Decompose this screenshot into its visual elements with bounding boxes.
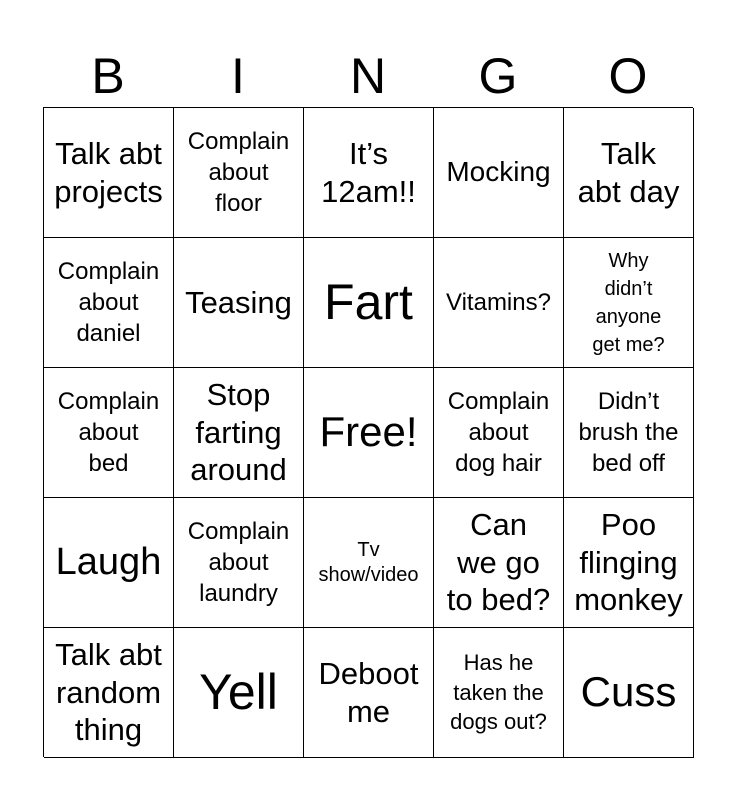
cell-label: Laugh [55,540,162,583]
cell-label: Teasing [185,284,292,320]
cell-label: Complain about laundry [187,517,290,608]
cell-label: Tv show/video [318,538,419,586]
cell-label: Yell [199,664,278,720]
cell-label: Vitamins? [446,288,551,316]
bingo-cell[interactable] [174,628,304,758]
bingo-cell[interactable] [44,108,174,238]
cell-label: Can we go to bed? [446,506,551,618]
bingo-cell[interactable] [44,628,174,758]
bingo-cell[interactable] [174,368,304,498]
cell-label: Complain about floor [187,127,290,218]
header-letter-i: I [231,48,245,104]
header-letter-b: B [91,48,125,104]
cell-label: Complain about daniel [57,257,160,348]
bingo-cell[interactable] [434,108,564,238]
cell-label: Talk abt random thing [55,636,162,748]
bingo-cell[interactable] [304,238,434,368]
bingo-cell[interactable] [304,628,434,758]
cell-label: Fart [324,274,413,330]
bingo-cell[interactable] [564,628,694,758]
header-letter-o: O [608,48,648,104]
bingo-cell[interactable] [564,498,694,628]
bingo-cell[interactable] [564,368,694,498]
cell-label: Didn’t brush the bed off [578,387,679,478]
bingo-card-grid [43,107,693,757]
header-letter-g: G [478,48,518,104]
bingo-cell[interactable] [434,238,564,368]
cell-label: Has he taken the dogs out? [450,649,547,735]
cell-label: Why didn’t anyone get me? [592,249,665,356]
bingo-cell[interactable] [434,498,564,628]
cell-label: Mocking [446,156,551,188]
bingo-header [43,46,693,106]
free-label: Free! [319,408,418,456]
bingo-cell[interactable] [304,498,434,628]
header-letter-n: N [349,48,387,104]
bingo-cell[interactable] [564,108,694,238]
cell-label: Complain about dog hair [447,387,550,478]
bingo-cell[interactable] [304,108,434,238]
bingo-cell[interactable] [44,498,174,628]
cell-label: Complain about bed [57,387,160,478]
cell-label: Talk abt day [577,135,680,209]
bingo-cell[interactable] [44,238,174,368]
bingo-cell[interactable] [174,108,304,238]
cell-label: Poo flinging monkey [574,506,683,618]
bingo-cell[interactable] [44,368,174,498]
bingo-cell[interactable] [174,238,304,368]
cell-label: Talk abt projects [54,135,163,209]
bingo-cell[interactable] [564,238,694,368]
bingo-cell[interactable] [174,498,304,628]
cell-label: It’s 12am!! [321,135,416,209]
bingo-cell[interactable] [434,368,564,498]
bingo-cell[interactable] [434,628,564,758]
cell-label: Stop farting around [190,376,287,488]
cell-label: Cuss [580,668,677,716]
bingo-free-cell[interactable] [304,368,434,498]
cell-label: Deboot me [318,655,419,729]
